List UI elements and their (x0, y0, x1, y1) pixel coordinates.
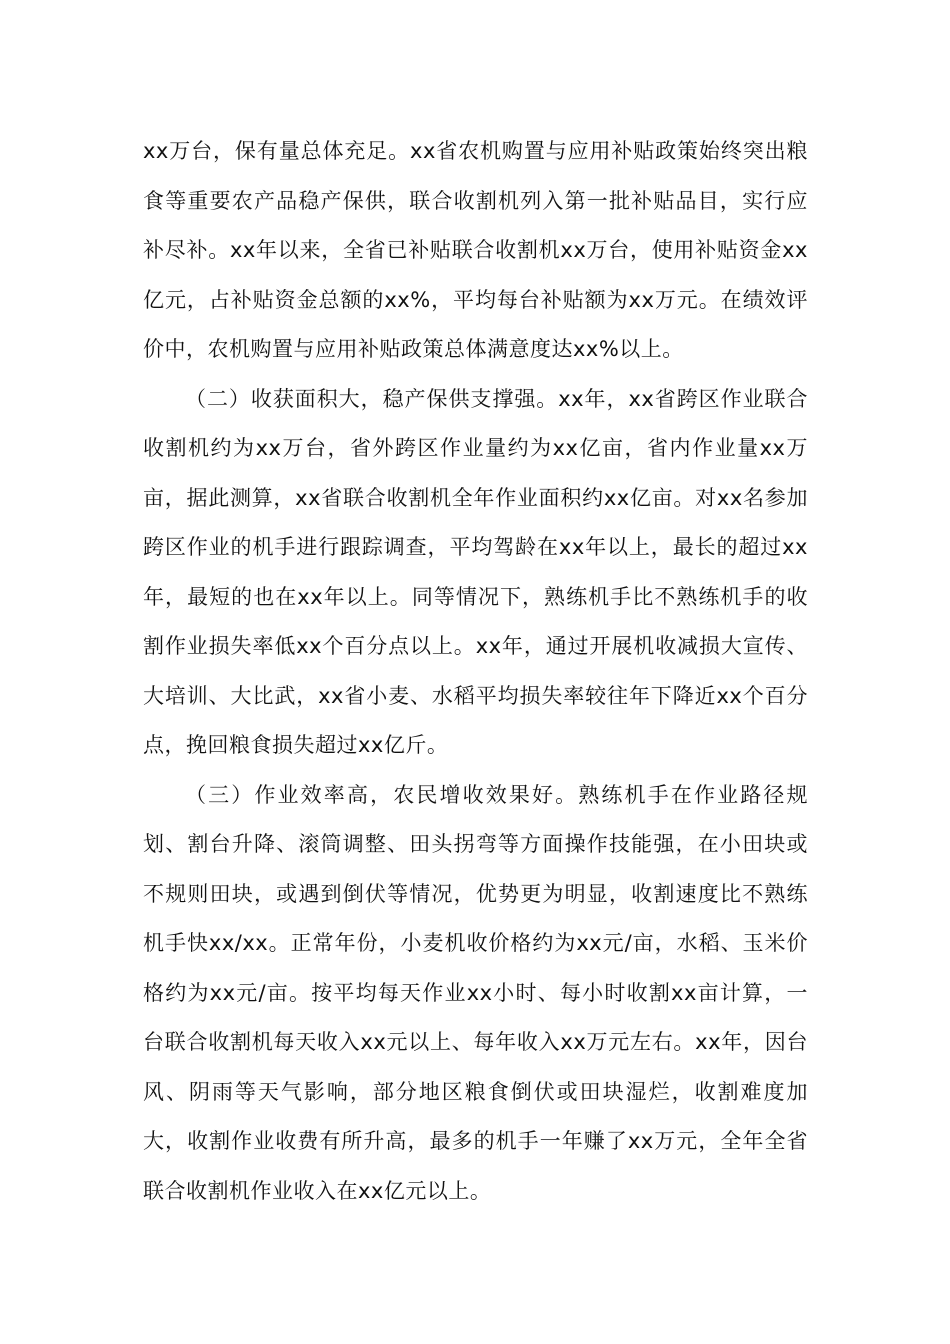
paragraph-harvest-area: （二）收获面积大，稳产保供支撑强。xx年，xx省跨区作业联合收割机约为xx万台，省外跨区作业量约为xx亿亩，省内作业量xx万亩，据此测算，xx省联合收割机全年作业面积约xx亿亩。对xx名参加跨区作业的机手进行跟踪调查，平均驾龄在xx年以上，最长的超过xx年，最短的也在xx年以上。同等情况下，熟练机手比不熟练机手的收割作业损失率低xx个百分点以上。xx年，通过开展机收减损大宣传、大培训、大比武，xx省小麦、水稻平均损失率较往年下降近xx个百分点，挽回粮食损失超过xx亿斤。 (143, 386, 808, 757)
paragraph-subsidy: xx万台，保有量总体充足。xx省农机购置与应用补贴政策始终突出粮食等重要农产品稳产保供，联合收割机列入第一批补贴品目，实行应补尽补。xx年以来，全省已补贴联合收割机xx万台，使用补贴资金xx亿元，占补贴资金总额的xx%，平均每台补贴额为xx万元。在绩效评价中，农机购置与应用补贴政策总体满意度达xx%以上。 (143, 139, 808, 361)
document-body (143, 127, 808, 1216)
paragraph-efficiency: （三）作业效率高，农民增收效果好。熟练机手在作业路径规划、割台升降、滚筒调整、田头拐弯等方面操作技能强，在小田块或不规则田块，或遇到倒伏等情况，优势更为明显，收割速度比不熟练机手快xx/xx。正常年份，小麦机收价格约为xx元/亩，水稻、玉米价格约为xx元/亩。按平均每天作业xx小时、每小时收割xx亩计算，一台联合收割机每天收入xx元以上、每年收入xx万元左右。xx年，因台风、阴雨等天气影响，部分地区粮食倒伏或田块湿烂，收割难度加大，收割作业收费有所升高，最多的机手一年赚了xx万元，全年全省联合收割机作业收入在xx亿元以上。 (143, 782, 808, 1203)
